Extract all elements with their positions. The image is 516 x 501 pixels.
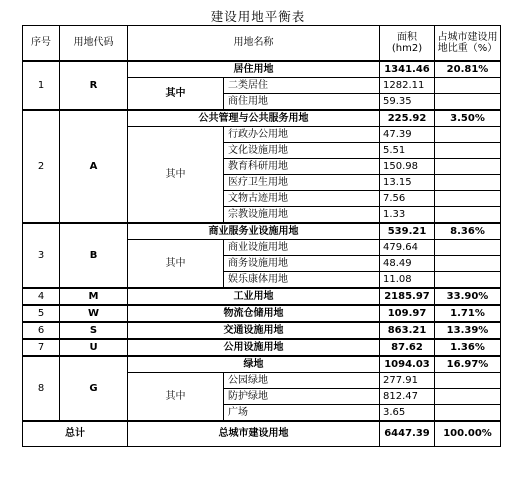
header-area-line2: (hm2)	[391, 43, 423, 54]
ratio-cell: 3.50%	[435, 110, 501, 127]
seq-cell: 3	[23, 223, 60, 288]
sub-area-cell: 59.35	[380, 94, 435, 111]
area-cell: 1094.03	[380, 356, 435, 373]
ratio-cell: 33.90%	[435, 288, 501, 305]
empty-cell	[435, 207, 501, 224]
sub-name-cell: 教育科研用地	[224, 159, 380, 175]
seq-cell: 8	[23, 356, 60, 421]
name-cell: 公用设施用地	[128, 339, 380, 356]
area-cell: 863.21	[380, 322, 435, 339]
table-row	[23, 339, 501, 356]
code-cell: W	[60, 305, 128, 322]
empty-cell	[435, 240, 501, 256]
total-area-cell: 6447.39	[380, 421, 435, 447]
code-cell: A	[60, 110, 128, 223]
ratio-cell: 1.36%	[435, 339, 501, 356]
sub-name-cell: 行政办公用地	[224, 127, 380, 143]
qizhong-cell: 其中	[128, 127, 224, 224]
header-area	[380, 26, 435, 62]
sub-area-cell: 479.64	[380, 240, 435, 256]
seq-cell: 6	[23, 322, 60, 339]
sub-name-cell: 商住用地	[224, 94, 380, 111]
seq-cell: 5	[23, 305, 60, 322]
empty-cell	[435, 175, 501, 191]
table-row	[23, 322, 501, 339]
empty-cell	[435, 389, 501, 405]
empty-cell	[435, 256, 501, 272]
header-row	[23, 26, 501, 62]
header-name: 用地名称	[128, 26, 380, 62]
table-title: 建设用地平衡表	[210, 9, 306, 24]
header-ratio	[435, 26, 501, 62]
land-balance-table	[22, 25, 501, 447]
sub-area-cell: 7.56	[380, 191, 435, 207]
table-row	[23, 110, 501, 127]
code-cell: R	[60, 61, 128, 110]
table-row	[23, 61, 501, 78]
area-cell: 87.62	[380, 339, 435, 356]
name-cell: 居住用地	[128, 61, 380, 78]
seq-cell: 4	[23, 288, 60, 305]
total-ratio-cell: 100.00%	[435, 421, 501, 447]
total-row	[23, 421, 501, 447]
sub-name-cell: 医疗卫生用地	[224, 175, 380, 191]
qizhong-cell: 其中	[128, 240, 224, 289]
area-cell: 225.92	[380, 110, 435, 127]
sub-name-cell: 宗教设施用地	[224, 207, 380, 224]
empty-cell	[435, 272, 501, 289]
sub-name-cell: 商务设施用地	[224, 256, 380, 272]
seq-cell: 2	[23, 110, 60, 223]
sub-area-cell: 1.33	[380, 207, 435, 224]
ratio-cell: 1.71%	[435, 305, 501, 322]
sub-name-cell: 文物古迹用地	[224, 191, 380, 207]
table-row	[23, 305, 501, 322]
sub-area-cell: 3.65	[380, 405, 435, 422]
ratio-cell: 16.97%	[435, 356, 501, 373]
area-cell: 2185.97	[380, 288, 435, 305]
sub-name-cell: 娱乐康体用地	[224, 272, 380, 289]
area-cell: 109.97	[380, 305, 435, 322]
total-name-cell: 总城市建设用地	[128, 421, 380, 447]
header-ratio-line1: 占城市建设用	[437, 31, 498, 43]
code-cell: G	[60, 356, 128, 421]
ratio-cell: 8.36%	[435, 223, 501, 240]
table-row	[23, 223, 501, 240]
qizhong-cell: 其中	[128, 373, 224, 422]
table-row	[23, 288, 501, 305]
sub-area-cell: 11.08	[380, 272, 435, 289]
name-cell: 公共管理与公共服务用地	[128, 110, 380, 127]
sub-area-cell: 277.91	[380, 373, 435, 389]
ratio-cell: 13.39%	[435, 322, 501, 339]
sub-name-cell: 广场	[224, 405, 380, 422]
name-cell: 物流仓储用地	[128, 305, 380, 322]
code-cell: B	[60, 223, 128, 288]
table-row	[23, 356, 501, 373]
sub-name-cell: 二类居住	[224, 78, 380, 94]
sub-area-cell: 5.51	[380, 143, 435, 159]
area-cell: 1341.46	[380, 61, 435, 78]
name-cell: 绿地	[128, 356, 380, 373]
empty-cell	[435, 405, 501, 422]
sub-area-cell: 13.15	[380, 175, 435, 191]
empty-cell	[435, 373, 501, 389]
sub-name-cell: 公园绿地	[224, 373, 380, 389]
sub-name-cell: 文化设施用地	[224, 143, 380, 159]
code-cell: M	[60, 288, 128, 305]
empty-cell	[435, 78, 501, 94]
header-ratio-line2: 地比重（%）	[437, 43, 498, 54]
qizhong-cell: 其中	[128, 78, 224, 111]
sub-area-cell: 812.47	[380, 389, 435, 405]
name-cell: 商业服务业设施用地	[128, 223, 380, 240]
empty-cell	[435, 191, 501, 207]
code-cell: U	[60, 339, 128, 356]
header-seq: 序号	[23, 26, 60, 62]
seq-cell: 7	[23, 339, 60, 356]
header-code: 用地代码	[60, 26, 128, 62]
area-cell: 539.21	[380, 223, 435, 240]
sub-area-cell: 150.98	[380, 159, 435, 175]
sub-name-cell: 防护绿地	[224, 389, 380, 405]
header-area-line1: 面积	[397, 31, 417, 43]
name-cell: 工业用地	[128, 288, 380, 305]
total-label-cell: 总计	[23, 421, 128, 447]
empty-cell	[435, 159, 501, 175]
seq-cell: 1	[23, 61, 60, 110]
empty-cell	[435, 127, 501, 143]
code-cell: S	[60, 322, 128, 339]
empty-cell	[435, 94, 501, 111]
sub-name-cell: 商业设施用地	[224, 240, 380, 256]
sub-area-cell: 48.49	[380, 256, 435, 272]
sub-area-cell: 1282.11	[380, 78, 435, 94]
ratio-cell: 20.81%	[435, 61, 501, 78]
sub-area-cell: 47.39	[380, 127, 435, 143]
empty-cell	[435, 143, 501, 159]
name-cell: 交通设施用地	[128, 322, 380, 339]
